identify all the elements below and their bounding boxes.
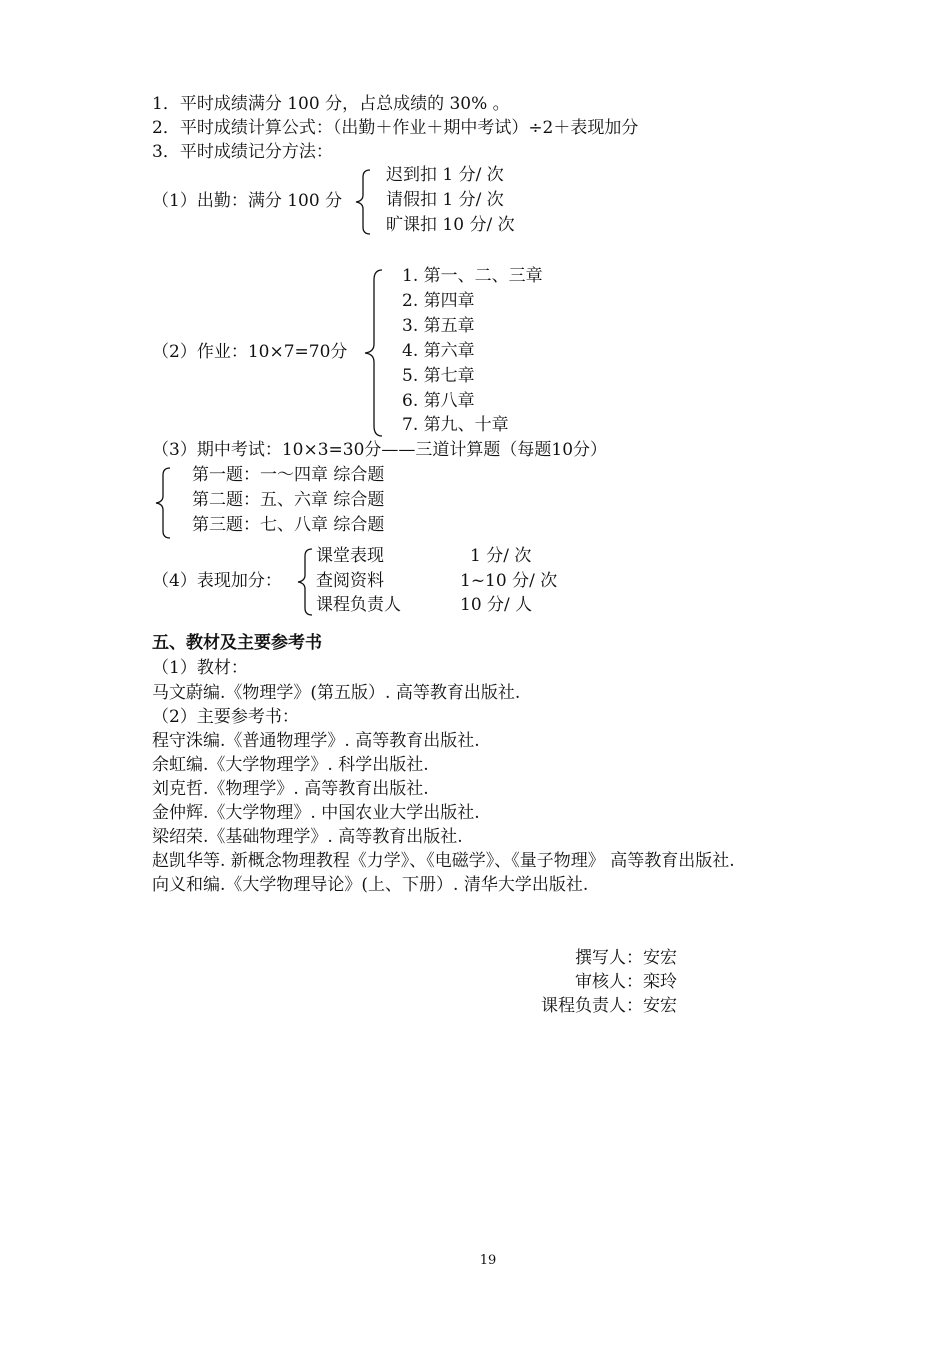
- signature-reviewer: 审核人：栾玲: [575, 972, 677, 992]
- attendance-item: 请假扣 1 分/ 次: [386, 190, 504, 210]
- bonus-score: 1 分/ 次: [470, 546, 532, 566]
- midterm-item: 第一题：一～四章 综合题: [192, 465, 385, 485]
- homework-item: 7. 第九、十章: [402, 415, 509, 435]
- intro-line-2: 2．平时成绩计算公式：（出勤＋作业＋期中考试）÷2＋表现加分: [152, 118, 639, 138]
- signature-course-lead: 课程负责人：安宏: [541, 996, 677, 1016]
- intro-line-1: 1．平时成绩满分 100 分，占总成绩的 30% 。: [152, 94, 510, 114]
- midterm-item: 第三题：七、八章 综合题: [192, 515, 385, 535]
- reference-entry: 梁绍荣.《基础物理学》. 高等教育出版社.: [152, 827, 463, 847]
- reference-entry: 程守洙编.《普通物理学》. 高等教育出版社.: [152, 731, 480, 751]
- homework-label: （2）作业：10×7=70分: [152, 342, 348, 362]
- homework-item: 6. 第八章: [402, 391, 475, 411]
- homework-item: 3. 第五章: [402, 316, 475, 336]
- reference-entry: 向义和编.《大学物理导论》(上、下册）. 清华大学出版社.: [152, 875, 589, 895]
- bonus-score: 1~10 分/ 次: [460, 571, 558, 591]
- textbook-label: （1）教材：: [152, 658, 248, 678]
- midterm-label: （3）期中考试：10×3=30分——三道计算题（每题10分）: [152, 440, 608, 460]
- attendance-item: 迟到扣 1 分/ 次: [386, 165, 504, 185]
- bonus-item: 课程负责人: [316, 595, 401, 615]
- reference-entry: 赵凯华等. 新概念物理教程《力学》、《电磁学》、《量子物理》 高等教育出版社.: [152, 851, 735, 871]
- attendance-label: （1）出勤：满分 100 分: [152, 191, 343, 211]
- reference-entry: 刘克哲.《物理学》. 高等教育出版社.: [152, 779, 429, 799]
- page-number: 19: [479, 1253, 497, 1268]
- textbook-entry: 马文蔚编.《物理学》(第五版）. 高等教育出版社.: [152, 683, 521, 703]
- references-label: （2）主要参考书：: [152, 707, 299, 727]
- attendance-item: 旷课扣 10 分/ 次: [386, 215, 515, 235]
- bonus-item: 查阅资料: [316, 571, 384, 591]
- bonus-label: （4）表现加分：: [152, 571, 282, 591]
- midterm-item: 第二题：五、六章 综合题: [192, 490, 385, 510]
- attendance-brace: [354, 168, 374, 236]
- homework-item: 1. 第一、二、三章: [402, 266, 543, 286]
- homework-item: 5. 第七章: [402, 366, 475, 386]
- intro-line-3: 3．平时成绩记分方法：: [152, 142, 333, 162]
- reference-entry: 金仲辉.《大学物理》. 中国农业大学出版社.: [152, 803, 480, 823]
- bonus-score: 10 分/ 人: [460, 595, 533, 615]
- homework-brace: [362, 268, 386, 438]
- bonus-item: 课堂表现: [316, 546, 384, 566]
- bonus-brace: [296, 547, 316, 617]
- signature-author: 撰写人：安宏: [575, 948, 677, 968]
- homework-item: 4. 第六章: [402, 341, 475, 361]
- midterm-brace: [154, 466, 174, 540]
- section-heading: 五、教材及主要参考书: [152, 633, 322, 653]
- homework-item: 2. 第四章: [402, 291, 475, 311]
- reference-entry: 余虹编.《大学物理学》. 科学出版社.: [152, 755, 429, 775]
